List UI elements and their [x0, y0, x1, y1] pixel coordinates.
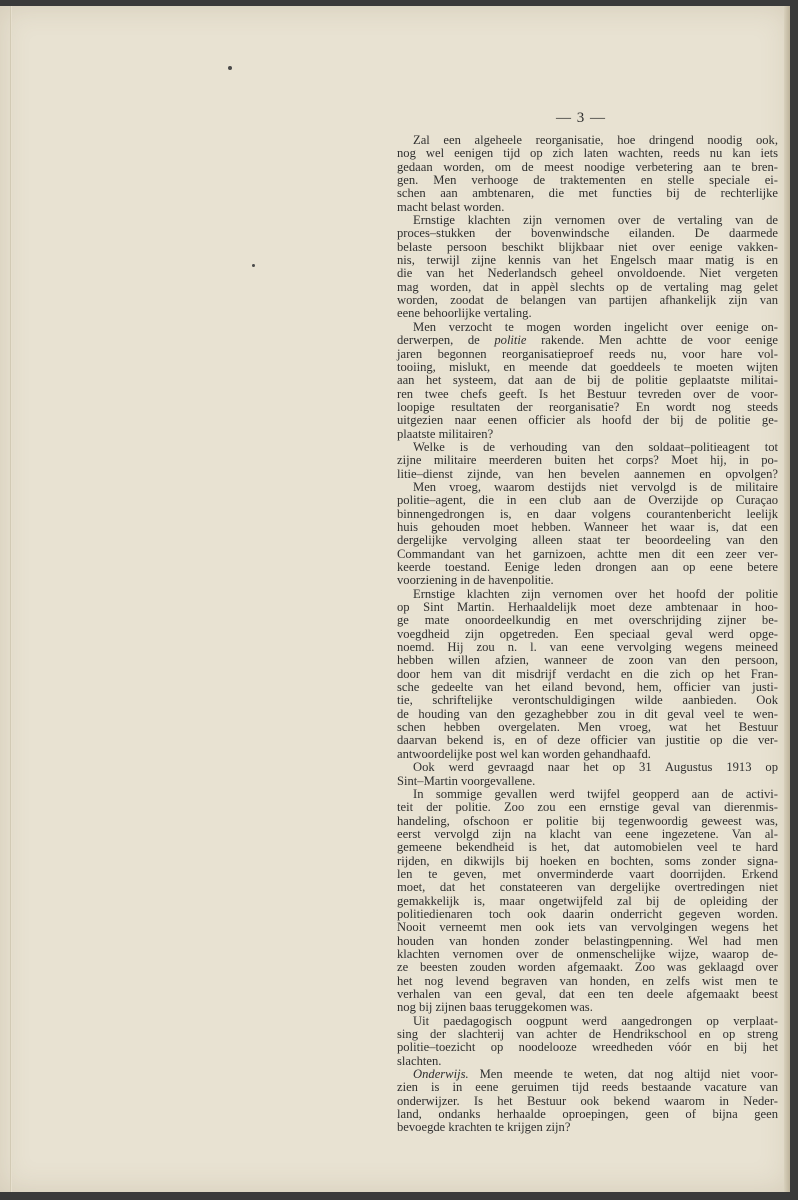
text-line: gemeene bekendheid is het, dat automobielen veel te hard: [397, 840, 778, 855]
text-line: tie, schriftelijke verontschuldigingen wilde aanbieden. Ook: [397, 693, 778, 708]
text-line: len te geven, met onverminderde vaart doorrijden. Erkend: [397, 866, 778, 881]
text-line: Men vroeg, waarom destijds niet vervolgd is de militaire: [413, 479, 778, 494]
text-span: derwerpen, de: [397, 333, 495, 348]
text-line: gen. Men verhooge de traktementen en stelle speciale ei-: [397, 173, 778, 188]
text-line: macht belast worden.: [397, 199, 505, 214]
text-line: Ernstige klachten zijn vernomen over de vertaling van de: [413, 213, 778, 228]
text-line: land, ondanks herhaalde oproepingen, geen of bijna geen: [397, 1107, 778, 1122]
text-line: nog bij zijnen baas teruggekomen was.: [397, 1000, 593, 1015]
text-line: eene behoorlijke vertaling.: [397, 306, 532, 321]
text-line: gedaan worden, om de meest noodige verbetering aan te bren-: [397, 159, 778, 174]
text-line: zijne militaire meerderen buiten het corps? Moet hij, in po-: [397, 453, 778, 468]
text-line: moet, dat het constateeren van dergelijke overtredingen niet: [397, 880, 778, 895]
text-line: aan het systeem, dat aan de bij de politie geplaatste militai-: [397, 373, 778, 388]
text-line: op Sint Martin. Herhaaldelijk moet deze ambtenaar in hoo-: [397, 600, 778, 615]
text-line: zien is in eene geruimen tijd reeds bestaande vacature van: [397, 1080, 778, 1095]
text-line: die van het Nederlandsch geheel onvoldoende. Niet vergeten: [397, 266, 778, 281]
text-line: belaste persoon beschikt blijkbaar niet over eenige vakken-: [397, 239, 778, 254]
document-page: [0, 6, 790, 1192]
text-span: Men meende te weten, dat nog altijd niet voor-: [468, 1067, 778, 1082]
body-text: [397, 134, 778, 1135]
text-line: nog wel eenigen tijd op zich laten wachten, reeds nu kan iets: [397, 146, 778, 161]
text-line: Ernstige klachten zijn vernomen over het hoofd der politie: [413, 586, 778, 601]
text-line: Ook werd gevraagd naar het op 31 Augustus 1913 op: [413, 760, 778, 775]
text-line: het nog levend begraven van honden, en zelfs wist men te: [397, 973, 778, 988]
text-line: jaren begonnen reorganisatieproef reeds nu, voor hare vol-: [397, 346, 778, 361]
text-line: huis gehouden moet hebben. Wanneer het waar is, dat een: [397, 519, 778, 534]
page-fold: [10, 6, 12, 1192]
text-line: schen aan ambtenaren, die met functies bij de rechterlijke: [397, 186, 778, 201]
text-line: [397, 334, 778, 347]
text-line: ge mate onoordeelkundig en met overschrijding zijner be-: [397, 613, 778, 628]
text-line: Uit paedagogisch oogpunt werd aangedrongen op verplaat-: [413, 1013, 778, 1028]
text-line: hebben willen afzien, wanneer de zoon van den persoon,: [397, 653, 778, 668]
text-line: houden van honden zonder belastingpenning. Wel had men: [397, 933, 778, 948]
text-span: rakende. Men achtte de voor eenige: [526, 333, 778, 348]
text-line: politie–toezicht op noodelooze wreedheden vóór en bij het: [397, 1040, 778, 1055]
text-line: de houding van den gezaghebber zou in dit geval veel te wen-: [397, 706, 778, 721]
text-line: [397, 1068, 778, 1081]
text-line: verhalen van een geval, dat een ten deele afgemaakt beest: [397, 987, 778, 1001]
text-line: Men verzocht te mogen worden ingelicht over eenige on-: [413, 319, 778, 334]
text-line: teit der politie. Zoo zou een ernstige geval van dierenmis-: [397, 800, 778, 815]
text-line: voorziening in de havenpolitie.: [397, 573, 554, 588]
text-line: onderwijzer. Is het Bestuur ook bekend waarom in Neder-: [397, 1093, 778, 1108]
text-line: ze beesten zouden worden afgemaakt. Zoo was geklaagd over: [397, 960, 778, 975]
text-line: politie–agent, die in een club aan de Overzijde op Curaçao: [397, 493, 778, 508]
text-line: In sommige gevallen werd twijfel geopperd aan de activi-: [413, 786, 778, 801]
page-edge: [784, 6, 790, 1192]
text-line: uitgezien naar eenen officier als hoofd der bij de politie ge-: [397, 413, 778, 428]
text-line: schen hebben overgelaten. Men vroeg, wat het Bestuur: [397, 720, 778, 735]
text-line: noemd. Hij zou n. l. van eene vervolging wegens meineed: [397, 640, 778, 655]
text-line: door hem van dit misdrijf verdacht en die zich op het Fran-: [397, 666, 778, 681]
text-line: bevoegde krachten te krijgen zijn?: [397, 1120, 571, 1135]
text-line: rijden, en dikwijls bij hoeken en bochten, soms zonder signa-: [397, 853, 778, 868]
text-line: plaatste militairen?: [397, 426, 494, 441]
speck: [252, 264, 255, 267]
text-line: sche gedeelte van het eiland bevond, hem, officier van justi-: [397, 680, 778, 695]
text-line: tooiing, mislukt, en meende dat goeddeels te moeten wijten: [397, 359, 778, 374]
page-number: — 3 —: [556, 110, 606, 126]
text-line: loopige resultaten der reorganisatie? En wordt nog steeds: [397, 399, 778, 414]
speck: [228, 66, 232, 70]
text-line: Sint–Martin voorgevallene.: [397, 773, 536, 788]
text-line: worden, zoodat de belangen van partijen afhankelijk zijn van: [397, 293, 778, 308]
text-line: mag worden, dat in appèl slechts op de vertaling mag gelet: [397, 279, 778, 294]
text-line: gemakkelijk is, maar ongetwijfeld zal bij de opleiding der: [397, 893, 778, 908]
text-line: ren twee chefs geeft. Is het Bestuur tevreden over de voor-: [397, 386, 778, 401]
text-line: litie–dienst zijnde, van hen bevelen aannemen en opvolgen?: [397, 466, 778, 481]
text-line: nis, terwijl zijne kennis van het Engelsch maar matig is en: [397, 253, 778, 268]
text-line: voegdheid zijn opgetreden. Een speciaal geval werd opge-: [397, 626, 778, 641]
italic-term: politie: [494, 333, 527, 348]
text-line: Commandant van het garnizoen, achtte men dit een zeer ver-: [397, 546, 778, 561]
text-line: sing der slachterij van achter de Hendrikschool en op streng: [397, 1027, 778, 1042]
text-line: Nooit verneemt men ook iets van vervolgingen wegens het: [397, 920, 778, 935]
text-line: antwoordelijke post wel kan worden gehandhaafd.: [397, 746, 651, 761]
text-line: handeling, ofschoon er politie bij tegenwoordig geweest was,: [397, 813, 778, 828]
text-line: eerst vervolgd zijn na klacht van eene ingezetene. Van al-: [397, 826, 778, 841]
text-line: proces–stukken der bovenwindsche eilanden. De daarmede: [397, 226, 778, 241]
text-line: keerde toestand. Eenige leden drongen aan op eene betere: [397, 560, 778, 574]
text-line: politiedienaren toch ook daarin onderricht gegeven worden.: [397, 906, 778, 921]
text-line: daarvan bekend is, en of deze officier van justitie op die ver-: [397, 733, 778, 748]
text-line: Welke is de verhouding van den soldaat–politieagent tot: [413, 439, 778, 454]
text-line: Zal een algeheele reorganisatie, hoe dringend noodig ook,: [413, 133, 778, 147]
text-line: dergelijke vervolging alleen staat ter beoordeeling van den: [397, 533, 778, 548]
text-line: slachten.: [397, 1053, 442, 1068]
text-line: binnengedrongen is, en daar volgens courantenbericht leelijk: [397, 506, 778, 521]
italic-term: Onderwijs.: [413, 1067, 469, 1082]
text-line: klachten vernomen over de onmenschelijke wijze, waarop de-: [397, 946, 778, 961]
